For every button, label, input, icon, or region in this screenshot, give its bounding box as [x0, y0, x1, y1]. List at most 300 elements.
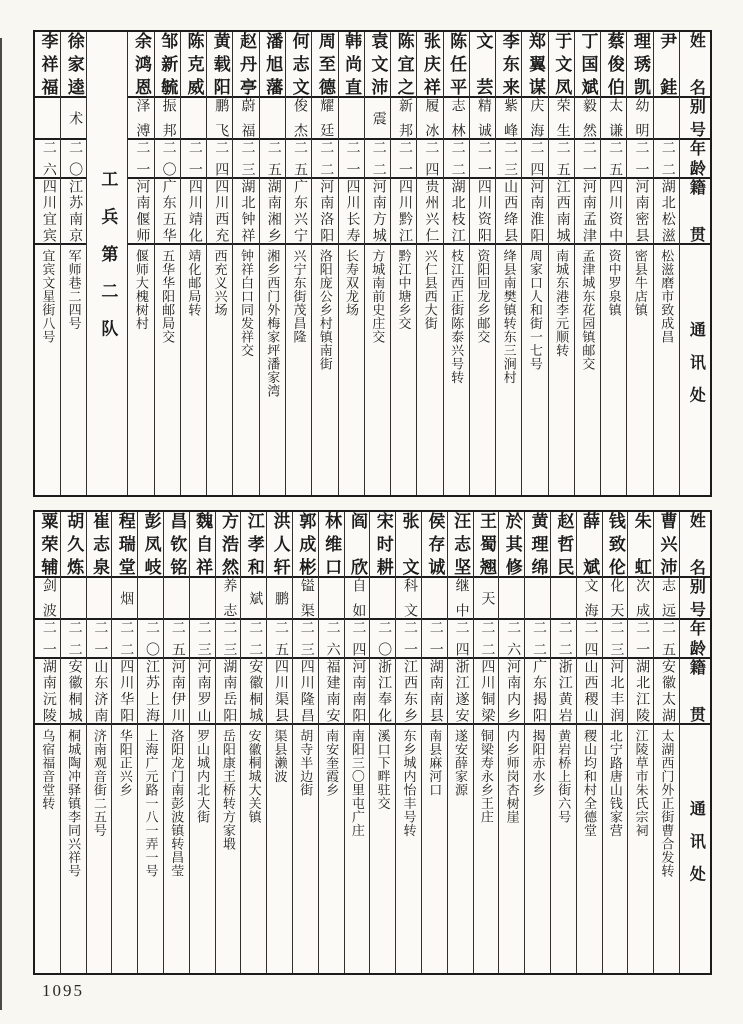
address-cell-text: 周家口人和街一七号 [527, 249, 543, 371]
header-alias-text: 别号 [687, 98, 705, 138]
section-column [86, 32, 127, 495]
address-cell-text: 东乡城内怡丰号转 [401, 729, 417, 837]
name-cell-text: 丁国斌 [578, 32, 598, 96]
address-cell [396, 725, 421, 973]
address-cell [155, 245, 180, 495]
person-column [35, 32, 60, 495]
name-cell-text: 袁文沛 [368, 32, 388, 96]
name-cell-text: 黄载阳 [210, 32, 230, 96]
age-cell-text: 二六 [324, 620, 340, 657]
native-place-cell [601, 179, 626, 245]
age-cell-text: 二五 [272, 620, 288, 657]
age-cell [286, 140, 311, 179]
address-cell-text: 江陵草市朱氏宗祠 [633, 729, 649, 837]
scan-edge-artifact [0, 38, 2, 1010]
native-place-cell-text: 湖南湘乡 [265, 179, 281, 243]
name-cell-text: 昌钦铭 [167, 512, 187, 576]
person-column [180, 32, 206, 495]
person-column [416, 32, 442, 495]
native-place-cell-text: 安徽桐城 [66, 659, 82, 723]
address-cell [474, 725, 499, 973]
address-cell [470, 245, 495, 495]
header-name [680, 512, 710, 578]
age-cell [138, 620, 163, 659]
age-cell [470, 140, 495, 179]
alias-cell-text: 烟 [118, 590, 134, 606]
name-cell [112, 512, 137, 578]
address-cell-text: 铜梁寿永乡王庄 [478, 729, 494, 824]
address-cell-text: 洛阳龙门南彭波镇转昌莹 [169, 729, 185, 878]
native-place-cell-text: 安徽桐城 [247, 659, 263, 723]
alias-cell [35, 98, 60, 140]
address-cell [422, 725, 447, 973]
age-cell [345, 620, 370, 659]
address-cell [391, 245, 416, 495]
native-place-cell [654, 179, 679, 245]
name-cell-text: 洪人轩 [270, 512, 290, 576]
address-cell-text: 太湖西门外正街曹合发转 [659, 729, 675, 878]
person-column [189, 512, 215, 973]
alias-cell-text: 术 [67, 110, 83, 126]
native-place-cell-text: 河南南阳 [350, 659, 366, 723]
person-column [369, 512, 395, 973]
address-cell-text: 绛县南樊镇转东三涧村 [501, 249, 517, 384]
address-cell-text: 遂安薛家源 [453, 729, 469, 797]
age-cell-text: 二〇 [144, 620, 159, 657]
alias-cell [267, 578, 292, 620]
address-cell [496, 245, 521, 495]
name-cell-text: 侯存诚 [425, 512, 445, 576]
native-place-cell [181, 179, 206, 245]
address-cell-text: 偃师大槐树村 [133, 249, 149, 330]
native-place-cell-text: 湖北钟祥 [239, 179, 255, 243]
alias-cell [164, 578, 189, 620]
person-column [259, 32, 285, 495]
native-place-cell [241, 659, 266, 725]
native-place-cell-text: 河南伊川 [169, 659, 185, 723]
person-column [206, 32, 232, 495]
address-cell-text: 靖化邮局转 [186, 249, 202, 317]
age-cell [61, 140, 86, 179]
age-cell-text: 二〇 [160, 140, 176, 177]
native-place-cell-text: 江西东乡 [401, 659, 417, 723]
age-cell [128, 140, 153, 179]
alias-cell [525, 578, 550, 620]
alias-cell-text: 斌 [247, 590, 263, 606]
age-cell-text: 二四 [453, 620, 469, 657]
age-cell-text: 二五 [265, 140, 281, 177]
age-cell [312, 140, 337, 179]
age-cell-text: 二四 [528, 140, 544, 177]
native-place-cell [444, 179, 469, 245]
address-cell-text: 资阳回龙乡邮交 [475, 249, 491, 344]
person-column [338, 32, 364, 495]
native-place-cell-text: 河南偃师 [134, 179, 150, 243]
address-cell [448, 725, 473, 973]
address-cell-text: 黄岩桥上街六号 [556, 729, 572, 824]
alias-cell-text: 次成 [634, 578, 650, 618]
alias-cell-text: 耀廷 [318, 98, 334, 138]
age-cell-text: 二一 [475, 140, 491, 177]
person-column [469, 32, 495, 495]
address-cell [522, 245, 547, 495]
person-column [318, 512, 344, 973]
person-column [127, 32, 153, 495]
age-cell [496, 140, 521, 179]
native-place-cell [551, 659, 576, 725]
alias-cell [241, 578, 266, 620]
age-cell [628, 620, 653, 659]
age-cell-text: 二一 [580, 140, 596, 177]
name-cell [267, 512, 292, 578]
name-cell [241, 512, 266, 578]
native-place-cell-text: 湖北枝江 [449, 179, 465, 243]
alias-cell-text: 毅然 [580, 98, 596, 138]
person-column [86, 512, 112, 973]
header-name-text: 姓名 [687, 32, 705, 96]
native-place-cell [549, 179, 574, 245]
native-place-cell [654, 659, 679, 725]
name-cell [293, 512, 318, 578]
person-column [395, 512, 421, 973]
address-cell-text: 上海广元路一八一弄一号 [143, 729, 159, 878]
age-cell-text: 二三 [221, 620, 237, 657]
header-native [680, 659, 710, 725]
address-cell-text: 华阳正兴乡 [117, 729, 133, 797]
address-cell-text: 济南观音街二五号 [91, 729, 107, 837]
native-place-cell-text: 四川靖化 [186, 179, 202, 243]
alias-cell-text: 养志 [221, 578, 237, 618]
native-place-cell-text: 四川渠县 [272, 659, 288, 723]
header-alias [680, 98, 710, 140]
native-place-cell [370, 659, 395, 725]
alias-cell [35, 578, 60, 620]
address-cell-text: 内乡师岗杏树崖 [504, 729, 520, 824]
name-cell [216, 512, 241, 578]
age-cell-text: 二三 [608, 620, 624, 657]
header-age-text: 年龄 [687, 140, 705, 177]
name-cell [370, 512, 395, 578]
native-place-cell [603, 659, 628, 725]
alias-cell [87, 578, 112, 620]
native-place-cell-text: 河南方城 [370, 179, 386, 243]
address-cell [525, 725, 550, 973]
address-cell [112, 725, 137, 973]
age-cell-text: 二二 [318, 140, 334, 177]
name-cell-text: 魏自祥 [193, 512, 213, 576]
name-cell [61, 512, 86, 578]
header-native [680, 179, 710, 245]
alias-cell [61, 578, 86, 620]
age-cell [525, 620, 550, 659]
native-place-cell [286, 179, 311, 245]
name-cell-text: 于文凤 [552, 32, 572, 96]
address-cell [601, 245, 626, 495]
person-column [35, 512, 60, 973]
person-column [364, 32, 390, 495]
alias-cell-text: 鹏飞 [213, 98, 229, 138]
address-cell-text: 资中罗泉镇 [606, 249, 622, 317]
person-column [576, 512, 602, 973]
person-column [390, 32, 416, 495]
name-cell-text: 於其修 [502, 512, 522, 576]
address-cell [627, 245, 652, 495]
alias-cell-text: 鹏 [272, 590, 288, 606]
alias-cell [233, 98, 258, 140]
person-column [600, 32, 626, 495]
section-label-cell [87, 32, 127, 495]
address-cell-text: 桐城陶冲驿镇李同兴祥号 [66, 729, 82, 878]
age-cell-text: 二四 [582, 620, 598, 657]
age-cell-text: 二二 [659, 140, 675, 177]
address-cell [286, 245, 311, 495]
native-place-cell-text: 广东五华 [160, 179, 176, 243]
name-cell [128, 32, 153, 98]
address-cell-text: 乌宿福音堂转 [40, 729, 56, 810]
age-cell [627, 140, 652, 179]
native-place-cell [233, 179, 258, 245]
alias-cell [345, 578, 370, 620]
native-place-cell-text: 浙江遂安 [453, 659, 469, 723]
name-cell-text: 阎欣 [347, 512, 367, 576]
name-cell [654, 512, 679, 578]
age-cell [35, 140, 60, 179]
alias-cell-text: 镒渠 [298, 578, 314, 618]
address-cell-text: 钟祥白口同发祥交 [238, 249, 254, 357]
native-place-cell [417, 179, 442, 245]
alias-cell-text: 科文 [401, 578, 417, 618]
address-cell-text: 军师巷二四号 [66, 249, 82, 330]
native-place-cell [61, 659, 86, 725]
native-place-cell-text: 四川长寿 [344, 179, 360, 243]
age-cell [233, 140, 258, 179]
age-cell-text: 二二 [479, 620, 495, 657]
name-cell-text: 郑翼谋 [525, 32, 545, 96]
native-place-cell [319, 659, 344, 725]
name-cell [575, 32, 600, 98]
alias-cell [603, 578, 628, 620]
age-cell [422, 620, 447, 659]
age-cell-text: 二一 [40, 620, 56, 657]
native-place-cell-text: 浙江奉化 [376, 659, 392, 723]
native-place-cell-text: 四川资阳 [475, 179, 491, 243]
name-cell [339, 32, 364, 98]
native-place-cell-text: 安徽太湖 [659, 659, 675, 723]
address-cell [241, 725, 266, 973]
header-name-text: 姓名 [687, 512, 705, 576]
name-cell-text: 赵丹亭 [237, 32, 257, 96]
address-cell-text: 长寿双龙场 [344, 249, 359, 317]
native-place-cell-text: 四川黔江 [397, 179, 413, 243]
age-cell [241, 620, 266, 659]
age-cell-text: 二六 [505, 620, 521, 657]
person-column [60, 32, 86, 495]
header-alias [680, 578, 710, 620]
header-name [680, 32, 710, 98]
person-column [421, 512, 447, 973]
name-cell [260, 32, 285, 98]
native-place-cell [155, 179, 180, 245]
alias-cell [575, 98, 600, 140]
alias-cell-text: 新邦 [397, 98, 413, 138]
name-cell [312, 32, 337, 98]
name-cell-text: 曹兴沛 [657, 512, 677, 576]
native-place-cell [577, 659, 602, 725]
address-cell-text: 枝江西正街陈泰兴号转 [449, 249, 465, 384]
address-cell [549, 245, 574, 495]
address-cell [654, 245, 679, 495]
address-cell [628, 725, 653, 973]
age-cell-text: 二三 [502, 140, 518, 177]
native-place-cell-text: 四川资中 [607, 179, 623, 243]
address-cell-text: 罗山城内北大街 [195, 729, 211, 824]
alias-cell [207, 98, 232, 140]
alias-cell [312, 98, 337, 140]
address-cell [87, 725, 112, 973]
name-cell [87, 512, 112, 578]
native-place-cell-text: 广东揭阳 [530, 659, 546, 723]
alias-cell [654, 98, 679, 140]
name-cell [549, 32, 574, 98]
age-cell-text: 二〇 [67, 140, 83, 177]
person-column [285, 32, 311, 495]
native-place-cell-text: 河南罗山 [195, 659, 211, 723]
section-label-text: 工兵第二队 [98, 170, 118, 357]
age-cell-text: 二一 [186, 140, 202, 177]
name-cell-text: 胡久炼 [64, 512, 84, 576]
name-cell-text: 何志文 [289, 32, 309, 96]
person-column [574, 32, 600, 495]
alias-cell [216, 578, 241, 620]
name-cell-text: 赵哲民 [554, 512, 574, 576]
address-cell-text: 密县牛店镇 [632, 249, 648, 317]
address-cell-text: 南县麻河口 [427, 729, 443, 797]
age-cell [35, 620, 60, 659]
alias-cell-text: 天 [479, 590, 495, 606]
native-place-cell-text: 四川铜梁 [479, 659, 495, 723]
address-cell-text: 湘乡西门外梅家坪潘家湾 [265, 249, 281, 398]
native-place-cell [422, 659, 447, 725]
name-cell-text: 尹銈 [657, 32, 677, 96]
age-cell [396, 620, 421, 659]
name-cell [525, 512, 550, 578]
age-cell-text: 二二 [370, 140, 386, 177]
person-column [521, 32, 547, 495]
address-cell [345, 725, 370, 973]
name-cell-text: 陈克威 [184, 32, 204, 96]
name-cell [551, 512, 576, 578]
native-place-cell-text: 福建南安 [324, 659, 340, 723]
address-cell [293, 725, 318, 973]
alias-cell-text: 俊杰 [291, 98, 307, 138]
age-cell [164, 620, 189, 659]
age-cell-text: 二一 [344, 140, 360, 177]
name-cell-text: 徐家逵 [64, 32, 84, 96]
age-cell [575, 140, 600, 179]
native-place-cell [128, 179, 153, 245]
person-column [498, 512, 524, 973]
name-cell [603, 512, 628, 578]
age-cell-text: 二五 [607, 140, 623, 177]
native-place-cell-text: 河南密县 [633, 179, 649, 243]
name-cell-text: 朱虹 [631, 512, 651, 576]
age-cell [61, 620, 86, 659]
alias-cell [293, 578, 318, 620]
alias-cell [112, 578, 137, 620]
age-cell [551, 620, 576, 659]
native-place-cell-text: 山东济南 [92, 659, 108, 723]
name-cell-text: 李祥福 [38, 32, 58, 96]
header-column [679, 512, 710, 973]
person-column [154, 32, 180, 495]
alias-cell-text: 荣生 [554, 98, 570, 138]
native-place-cell [525, 659, 550, 725]
name-cell [190, 512, 215, 578]
person-column [344, 512, 370, 973]
address-cell-text: 揭阳赤水乡 [530, 729, 546, 797]
native-place-cell [396, 659, 421, 725]
address-cell [260, 245, 285, 495]
address-cell [319, 725, 344, 973]
address-cell [207, 245, 232, 495]
name-cell-text: 江孝和 [244, 512, 264, 576]
native-place-cell [293, 659, 318, 725]
age-cell-text: 二五 [659, 620, 675, 657]
person-column [443, 32, 469, 495]
alias-cell-text: 泽溥 [134, 98, 150, 138]
person-column [473, 512, 499, 973]
name-cell [654, 32, 679, 98]
native-place-cell-text: 四川西充 [213, 179, 229, 243]
alias-cell-text: 幼明 [633, 98, 649, 138]
address-cell-text: 北宁路唐山钱家营 [607, 729, 623, 837]
age-cell [365, 140, 390, 179]
native-place-cell-text: 河北丰润 [608, 659, 624, 723]
header-age [680, 140, 710, 179]
name-cell-text: 余鸿恩 [131, 32, 151, 96]
alias-cell [155, 98, 180, 140]
native-place-cell-text: 河南内乡 [505, 659, 521, 723]
alias-cell-text: 化天 [608, 578, 624, 618]
address-cell [365, 245, 390, 495]
address-cell-text: 南阳三〇里屯广庄 [349, 729, 365, 837]
age-cell-text: 二五 [554, 140, 570, 177]
address-cell-text: 胡寺半边街 [298, 729, 314, 797]
alias-cell-text: 振邦 [160, 98, 176, 138]
name-cell-text: 方浩然 [218, 512, 238, 576]
native-place-cell [112, 659, 137, 725]
age-cell [319, 620, 344, 659]
alias-cell-text: 继中 [453, 578, 469, 618]
person-column [653, 32, 679, 495]
header-address-text: 通讯处 [687, 320, 705, 420]
address-cell-text: 兴仁县西大街 [422, 249, 438, 330]
alias-cell [396, 578, 421, 620]
address-cell-text: 南安奎霞乡 [324, 729, 340, 797]
person-column [163, 512, 189, 973]
age-cell-text: 二二 [530, 620, 546, 657]
native-place-cell-text: 四川宜宾 [40, 179, 56, 243]
address-cell [654, 725, 679, 973]
address-cell-text: 孟津城东花园镇邮交 [580, 249, 596, 371]
address-cell [138, 725, 163, 973]
person-column [524, 512, 550, 973]
name-cell-text: 蔡俊伯 [604, 32, 624, 96]
native-place-cell [345, 659, 370, 725]
alias-cell [470, 98, 495, 140]
address-cell [339, 245, 364, 495]
alias-cell [601, 98, 626, 140]
